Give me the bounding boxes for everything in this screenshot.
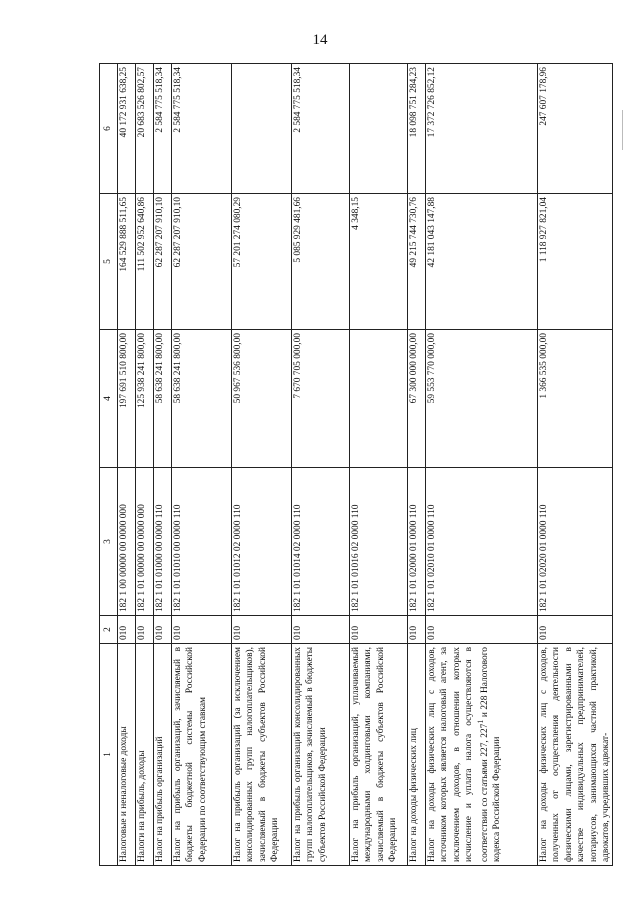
row-code: 010 [118, 616, 136, 644]
row-col5: 164 529 888 511,65 [118, 194, 136, 330]
row-code: 010 [172, 616, 232, 644]
row-kbk: 182 1 01 02010 01 0000 110 [426, 468, 538, 616]
table-row [426, 64, 538, 866]
row-kbk: 182 1 00 00000 00 0000 000 [118, 468, 136, 616]
table-row [538, 64, 613, 866]
row-col4: 58 638 241 800,00 [172, 330, 232, 468]
table-row [154, 64, 172, 866]
row-kbk: 182 1 01 01000 00 0000 110 [154, 468, 172, 616]
row-code: 010 [408, 616, 426, 644]
row-name-text-tail: и 228 Налогового кодекса Российской Федерации [479, 647, 503, 862]
header-col-5: 5 [100, 194, 118, 330]
row-col4 [350, 330, 408, 468]
revenue-table [99, 63, 613, 866]
row-col5: 62 287 207 910,10 [154, 194, 172, 330]
table-row [408, 64, 426, 866]
row-col4: 67 300 000 000,00 [408, 330, 426, 468]
table-row [118, 64, 136, 866]
row-col4: 59 553 770 000,00 [426, 330, 538, 468]
row-col4: 58 638 241 800,00 [154, 330, 172, 468]
row-name [426, 644, 538, 866]
row-name-superscript: 1 [475, 719, 485, 724]
row-col5: 5 085 929 481,66 [292, 194, 350, 330]
row-code: 010 [426, 616, 538, 644]
row-name: Налоговые и неналоговые доходы [118, 644, 136, 866]
row-name: Налог на доходы физических лиц [408, 644, 426, 866]
row-code: 010 [136, 616, 154, 644]
row-kbk: 182 1 01 01014 02 0000 110 [292, 468, 350, 616]
header-col-4: 4 [100, 330, 118, 468]
row-code: 010 [350, 616, 408, 644]
page-number: 14 [312, 32, 328, 48]
row-col5: 57 201 274 080,29 [232, 194, 292, 330]
row-col5: 111 502 952 640,86 [136, 194, 154, 330]
row-kbk: 182 1 01 01010 00 0000 110 [172, 468, 232, 616]
row-col5: 4 348,15 [350, 194, 408, 330]
row-col6: 17 372 726 852,12 [426, 64, 538, 194]
row-col6: 2 584 775 518,34 [292, 64, 350, 194]
row-col6 [350, 64, 408, 194]
row-name: Налог на прибыль организаций (за исключением консолидированных групп налогоплательщиков), зачисляемый в бюджеты субъектов Российской Федерации [232, 644, 292, 866]
row-col6: 2 584 775 518,34 [154, 64, 172, 194]
table-row [172, 64, 232, 866]
row-code: 010 [232, 616, 292, 644]
row-name: Налог на прибыль организаций, уплачиваемый международными холдинговыми компаниями, зачисляемый в бюджеты субъектов Российской Федерации [350, 644, 408, 866]
header-col-6: 6 [100, 64, 118, 194]
row-col6: 40 172 931 638,25 [118, 64, 136, 194]
row-kbk: 182 1 01 01016 02 0000 110 [350, 468, 408, 616]
row-code: 010 [538, 616, 613, 644]
header-col-3: 3 [100, 468, 118, 616]
row-col6 [232, 64, 292, 194]
row-name-text: Налог на доходы физических лиц с доходов, источником которых является налоговый агент, за исключением доходов, в отношении которых исчисление и уплата налога осуществляются в соответствии со статьями 227, 227 [427, 647, 490, 862]
row-name: Налоги на прибыль, доходы [136, 644, 154, 866]
row-code: 010 [154, 616, 172, 644]
row-col6: 20 683 526 802,57 [136, 64, 154, 194]
header-col-1: 1 [100, 644, 118, 866]
row-col6: 2 584 775 518,34 [172, 64, 232, 194]
row-kbk: 182 1 01 00000 00 0000 000 [136, 468, 154, 616]
row-col5: 62 287 207 910,10 [172, 194, 232, 330]
row-col5: 1 118 927 821,04 [538, 194, 613, 330]
table-row [292, 64, 350, 866]
row-name: Налог на прибыль организаций, зачисляемый в бюджеты бюджетной системы Российской Федерации по соответствующим ставкам [172, 644, 232, 866]
row-col5: 42 181 043 147,88 [426, 194, 538, 330]
table-row [232, 64, 292, 866]
row-col5: 49 215 744 730,76 [408, 194, 426, 330]
row-col4: 125 938 241 800,00 [136, 330, 154, 468]
header-row [100, 64, 118, 866]
table-stage [99, 64, 612, 866]
rotated-table-wrapper [99, 64, 612, 866]
row-col4: 1 366 535 000,00 [538, 330, 613, 468]
table-row [350, 64, 408, 866]
row-name: Налог на прибыль организаций [154, 644, 172, 866]
row-name: Налог на доходы физических лиц с доходов, полученных от осуществления деятельности физическими лицами, зарегистрированными в качестве индивидуальных предпринимателей, нотариусов, занимающихся частной практикой, адвокатов, учредивших адвокат- [538, 644, 613, 866]
row-col4: 7 670 705 000,00 [292, 330, 350, 468]
row-col6: 18 098 751 284,23 [408, 64, 426, 194]
row-kbk: 182 1 01 01012 02 0000 110 [232, 468, 292, 616]
row-kbk: 182 1 01 02000 01 0000 110 [408, 468, 426, 616]
row-name: Налог на прибыль организаций консолидированных групп налогоплательщиков, зачисляемый в бюджеты субъектов Российской Федерации [292, 644, 350, 866]
row-col4: 197 691 510 800,00 [118, 330, 136, 468]
row-code: 010 [292, 616, 350, 644]
scan-edge-mark [622, 110, 623, 150]
header-col-2: 2 [100, 616, 118, 644]
row-col6: 247 607 178,96 [538, 64, 613, 194]
row-col4: 50 967 536 800,00 [232, 330, 292, 468]
row-kbk: 182 1 01 02020 01 0000 110 [538, 468, 613, 616]
table-row [136, 64, 154, 866]
